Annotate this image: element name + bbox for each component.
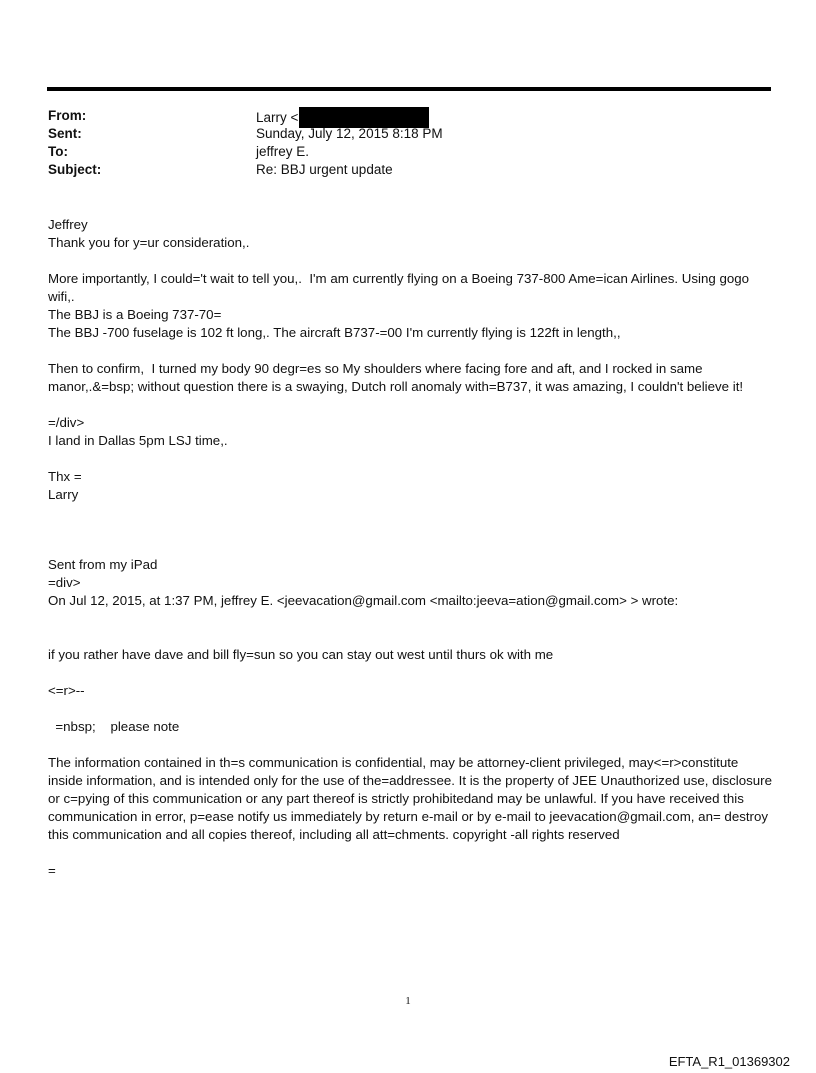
disclaimer: The information contained in th=s communication is confidential, may be attorney-client privileged, may<=r>constitute inside information, and is intended only for the use of the=addressee. It is the property of JEE Unauthorized use, disclosure or c=pying of this communication or any part thereof is strictly prohibitedand may be unlawful. If you have received this communication in error, p=ease notify us immediately by return e-mail or by e-mail to jeevacation@gmail.com, an= destroy this communication and all copies thereof, including all att=chments. copyright -all rights reserved (48, 755, 776, 842)
quoted-message: if you rather have dave and bill fly=sun so you can stay out west until thurs ok with me (48, 647, 554, 662)
landing-line: I land in Dallas 5pm LSJ time,. (48, 433, 228, 448)
subject-label: Subject: (48, 162, 102, 177)
to-value: jeffrey E. (256, 144, 310, 159)
paragraph-confirm: Then to confirm, I turned my body 90 degr=es so My shoulders where facing fore and aft, and I rocked in same manor,.&=bsp; without question there is a swaying, Dutch roll anomaly with=B737, it was amazing, I couldn't believe it! (48, 361, 744, 394)
from-row (48, 107, 748, 125)
from-value-text: Larry < (256, 110, 299, 125)
br-artifact: <=r>-- (48, 683, 85, 698)
fuselage-line: The BBJ -700 fuselage is 102 ft long,. The aircraft B737-=00 I'm currently flying is 122ft in length,, (48, 325, 621, 340)
from-label: From: (48, 108, 87, 123)
subject-row (48, 161, 748, 179)
document-id: EFTA_R1_01369302 (668, 1054, 790, 1069)
to-row (48, 143, 748, 161)
quote-header: On Jul 12, 2015, at 1:37 PM, jeffrey E. <jeevacation@gmail.com <mailto:jeeva=ation@gmail.com> > wrote: (48, 593, 679, 608)
div-close-artifact: =/div> (48, 415, 85, 430)
please-note: =nbsp; please note (48, 719, 180, 734)
sent-label: Sent: (48, 126, 82, 141)
sent-value: Sunday, July 12, 2015 8:18 PM (256, 126, 443, 141)
subject-value: Re: BBJ urgent update (256, 162, 393, 177)
email-body (48, 216, 776, 880)
sent-from-line: Sent from my iPad (48, 557, 158, 572)
to-label: To: (48, 144, 68, 159)
bbj-line: The BBJ is a Boeing 737-70= (48, 307, 222, 322)
signature: Larry (48, 487, 79, 502)
thanks-line: Thank you for y=ur consideration,. (48, 235, 250, 250)
div-open-artifact: =div> (48, 575, 81, 590)
paragraph-flight: More importantly, I could='t wait to tell you,. I'm am currently flying on a Boeing 737-800 Ame=ican Airlines. Using gogo wifi,. (48, 271, 753, 304)
page-number: 1 (405, 995, 411, 1007)
greeting: Jeffrey (48, 217, 88, 232)
thx-line: Thx = (48, 469, 82, 484)
trailing-equals: = (48, 863, 56, 878)
sent-row (48, 125, 748, 143)
email-header (48, 107, 748, 179)
header-rule (47, 87, 771, 91)
